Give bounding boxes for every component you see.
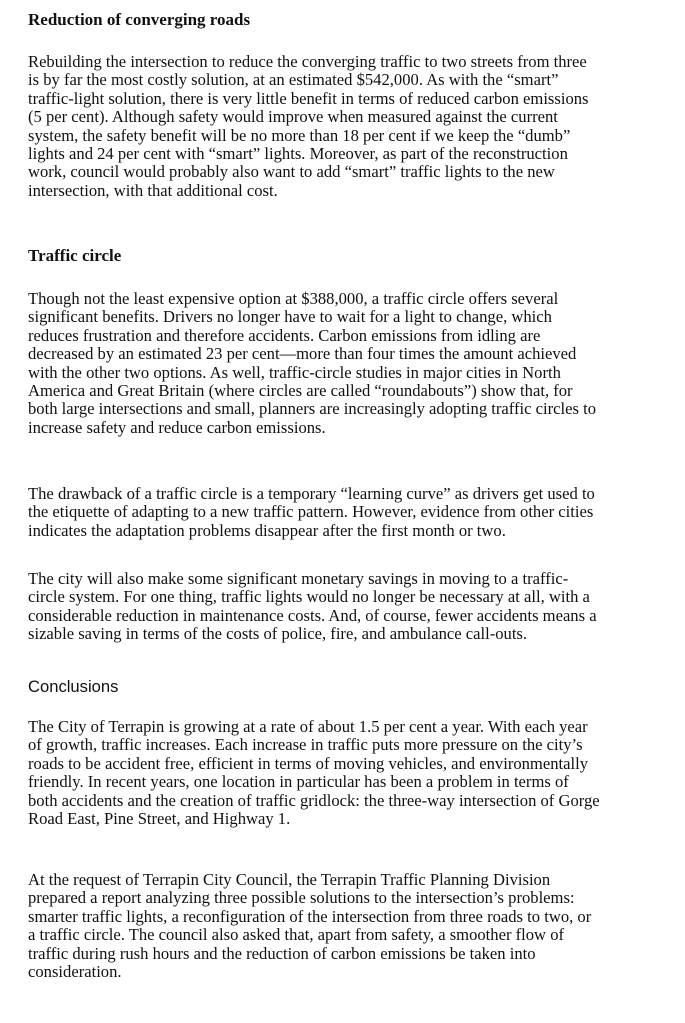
paragraph-conclusions-2 xyxy=(28,871,668,981)
text-line: system, the safety benefit will be no more than 18 per cent if we keep the “dumb” xyxy=(28,125,571,145)
text-line: Road East, Pine Street, and Highway 1. xyxy=(28,809,291,829)
text-line: the etiquette of adapting to a new traffic pattern. However, evidence from other cities xyxy=(28,502,594,522)
text-line: reduces frustration and therefore accidents. Carbon emissions from idling are xyxy=(28,325,541,345)
text-line: friendly. In recent years, one location in particular has been a problem in terms of xyxy=(28,772,569,792)
text-line: circle system. For one thing, traffic lights would no longer be necessary at all, with a xyxy=(28,587,590,607)
text-line: sizable saving in terms of the costs of police, fire, and ambulance call-outs. xyxy=(28,624,528,644)
text-line: Though not the least expensive option at $388,000, a traffic circle offers several xyxy=(28,289,559,308)
text-line: At the request of Terrapin City Council, the Terrapin Traffic Planning Division xyxy=(28,870,551,889)
text-line: both accidents and the creation of traffic gridlock: the three-way intersection of Gorge xyxy=(28,790,600,810)
section-heading-reduction: Reduction of converging roads xyxy=(28,10,251,29)
text-line: a traffic circle. The council also asked that, apart from safety, a smoother flow of xyxy=(28,925,565,945)
text-line: lights and 24 per cent with “smart” lights. Moreover, as part of the reconstruction xyxy=(28,144,568,164)
text-line: consideration. xyxy=(28,962,122,982)
text-line: indicates the adaptation problems disappear after the first month or two. xyxy=(28,520,506,540)
paragraph-traffic-circle-3 xyxy=(28,570,668,644)
text-line: traffic-light solution, there is very little benefit in terms of reduced carbon emissions xyxy=(28,88,589,108)
paragraph-traffic-circle-2 xyxy=(28,485,668,540)
section-heading-traffic-circle: Traffic circle xyxy=(28,246,122,265)
text-line: smarter traffic lights, a reconfiguration of the intersection from three roads to two, or xyxy=(28,906,592,926)
text-line: significant benefits. Drivers no longer have to wait for a light to change, which xyxy=(28,307,552,327)
text-line: The drawback of a traffic circle is a temporary “learning curve” as drivers get used to xyxy=(28,484,595,503)
text-line: both large intersections and small, planners are increasingly adopting traffic circles to xyxy=(28,399,596,419)
text-line: decreased by an estimated 23 per cent—more than four times the amount achieved xyxy=(28,344,577,364)
text-line: (5 per cent). Although safety would improve when measured against the current xyxy=(28,107,558,127)
text-line: traffic during rush hours and the reduction of carbon emissions be taken into xyxy=(28,943,536,963)
text-line: work, council would probably also want to add “smart” traffic lights to the new xyxy=(28,162,555,182)
text-line: is by far the most costly solution, at an estimated $542,000. As with the “smart” xyxy=(28,70,559,90)
paragraph-reduction-1 xyxy=(28,53,668,200)
paragraph-conclusions-1 xyxy=(28,718,668,828)
text-line: prepared a report analyzing three possible solutions to the intersection’s problems: xyxy=(28,888,575,908)
text-line: increase safety and reduce carbon emissions. xyxy=(28,417,326,437)
text-line: with the other two options. As well, traffic-circle studies in major cities in North xyxy=(28,362,561,382)
text-line: The city will also make some significant monetary savings in moving to a traffic- xyxy=(28,569,569,588)
text-line: Rebuilding the intersection to reduce the converging traffic to two streets from three xyxy=(28,52,587,71)
text-line: intersection, with that additional cost. xyxy=(28,180,278,200)
text-line: of growth, traffic increases. Each increase in traffic puts more pressure on the city’s xyxy=(28,735,583,755)
paragraph-traffic-circle-1 xyxy=(28,290,668,437)
text-line: America and Great Britain (where circles are called “roundabouts”) show that, for xyxy=(28,381,573,401)
text-line: The City of Terrapin is growing at a rate of about 1.5 per cent a year. With each year xyxy=(28,717,588,736)
section-heading-conclusions: Conclusions xyxy=(28,677,119,696)
text-line: considerable reduction in maintenance costs. And, of course, fewer accidents means a xyxy=(28,605,597,625)
text-line: roads to be accident free, efficient in terms of moving vehicles, and environmentally xyxy=(28,753,588,773)
